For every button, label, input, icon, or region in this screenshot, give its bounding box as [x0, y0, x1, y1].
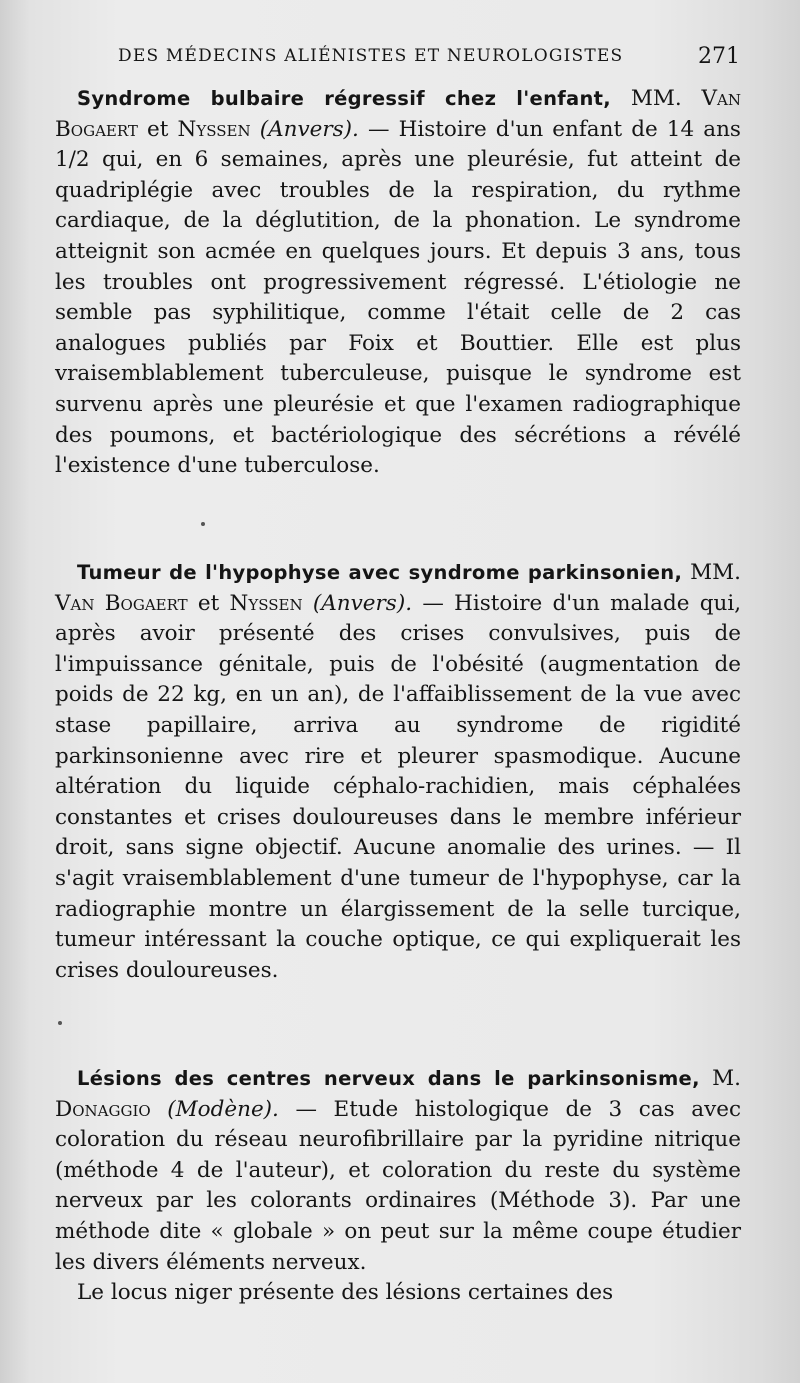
article-2-authors-prefix: MM.: [690, 560, 741, 585]
article-2-paragraph: [55, 558, 741, 986]
article-1: [55, 84, 741, 482]
article-1-author-1: Van Bogaert: [55, 86, 741, 142]
article-1-body: — Histoire d'un enfant de 14 ans 1/2 qui, en 6 semaines, après une pleurésie, fut atteint de quadriplégie avec troubles de la respiration, du rythme cardiaque, de la déglutition, de la phonation. Le syndrome atteignit son acmée en quelques jours. Et depuis 3 ans, tous les troubles ont progressivement régressé. L'étiologie ne semble pas syphilitique, comme l'était celle de 2 cas analogues publiés par Foix et Bouttier. Elle est plus vraisemblablement tuberculeuse, puisque le syndrome est survenu après une pleurésie et que l'examen radiographique des poumons, et bactériologique des sécrétions a révélé l'existence d'une tuberculose.: [55, 116, 741, 479]
article-2-conj: et: [197, 590, 220, 616]
article-3-body: — Etude histologique de 3 cas avec coloration du réseau neurofibrillaire par la pyridine nitrique (méthode 4 de l'auteur), et coloration du reste du système nerveux par les colorants ordinaires (Méthode 3). Par une méthode dite « globale » on peut sur la même coupe étudier les divers éléments nerveux.: [55, 1096, 741, 1275]
running-header: [118, 44, 740, 74]
article-2-place: (Anvers).: [312, 590, 413, 616]
article-3-title: Lésions des centres nerveux dans le parkinsonisme,: [77, 1067, 700, 1090]
article-3-continuation: Le locus niger présente des lésions certaines des: [77, 1280, 614, 1306]
running-title: DES MÉDECINS ALIÉNISTES ET NEUROLOGISTES: [118, 46, 624, 66]
article-2-author-1: Van Bogaert: [55, 590, 188, 616]
print-speck: [58, 1021, 62, 1025]
article-3-authors-prefix: M.: [712, 1066, 741, 1091]
article-2-author-2: Nyssen: [229, 590, 303, 616]
article-3-place: (Modène).: [167, 1096, 279, 1122]
page-number: 271: [698, 44, 740, 69]
print-speck: [201, 522, 205, 526]
article-3-author: Donaggio: [55, 1096, 151, 1122]
article-1-conj: et: [147, 116, 169, 142]
article-1-paragraph: [55, 84, 741, 482]
article-3-paragraph: [55, 1064, 741, 1278]
article-2: [55, 558, 741, 986]
article-1-authors-prefix: MM.: [630, 86, 682, 111]
article-2-body: — Histoire d'un malade qui, après avoir présenté des crises convulsives, puis de l'impuissance génitale, puis de l'obésité (augmentation de poids de 22 kg, en un an), de l'affaiblissement de la vue avec stase papillaire, arriva au syndrome de rigidité parkinsonienne avec rire et pleurer spasmodique. Aucune altération du liquide céphalo-rachidien, mais céphalées constantes et crises douloureuses dans le membre inférieur droit, sans signe objectif. Aucune anomalie des urines. — Il s'agit vraisemblablement d'une tumeur de l'hypophyse, car la radiographie montre un élargissement de la selle turcique, tumeur intéressant la couche optique, ce qui expliquerait les crises douloureuses.: [55, 590, 742, 983]
article-1-place: (Anvers).: [259, 116, 359, 142]
article-2-title: Tumeur de l'hypophyse avec syndrome parkinsonien,: [77, 561, 683, 584]
article-1-author-2: Nyssen: [177, 116, 251, 142]
article-1-title: Syndrome bulbaire régressif chez l'enfant,: [77, 87, 612, 110]
article-3: [55, 1064, 741, 1309]
